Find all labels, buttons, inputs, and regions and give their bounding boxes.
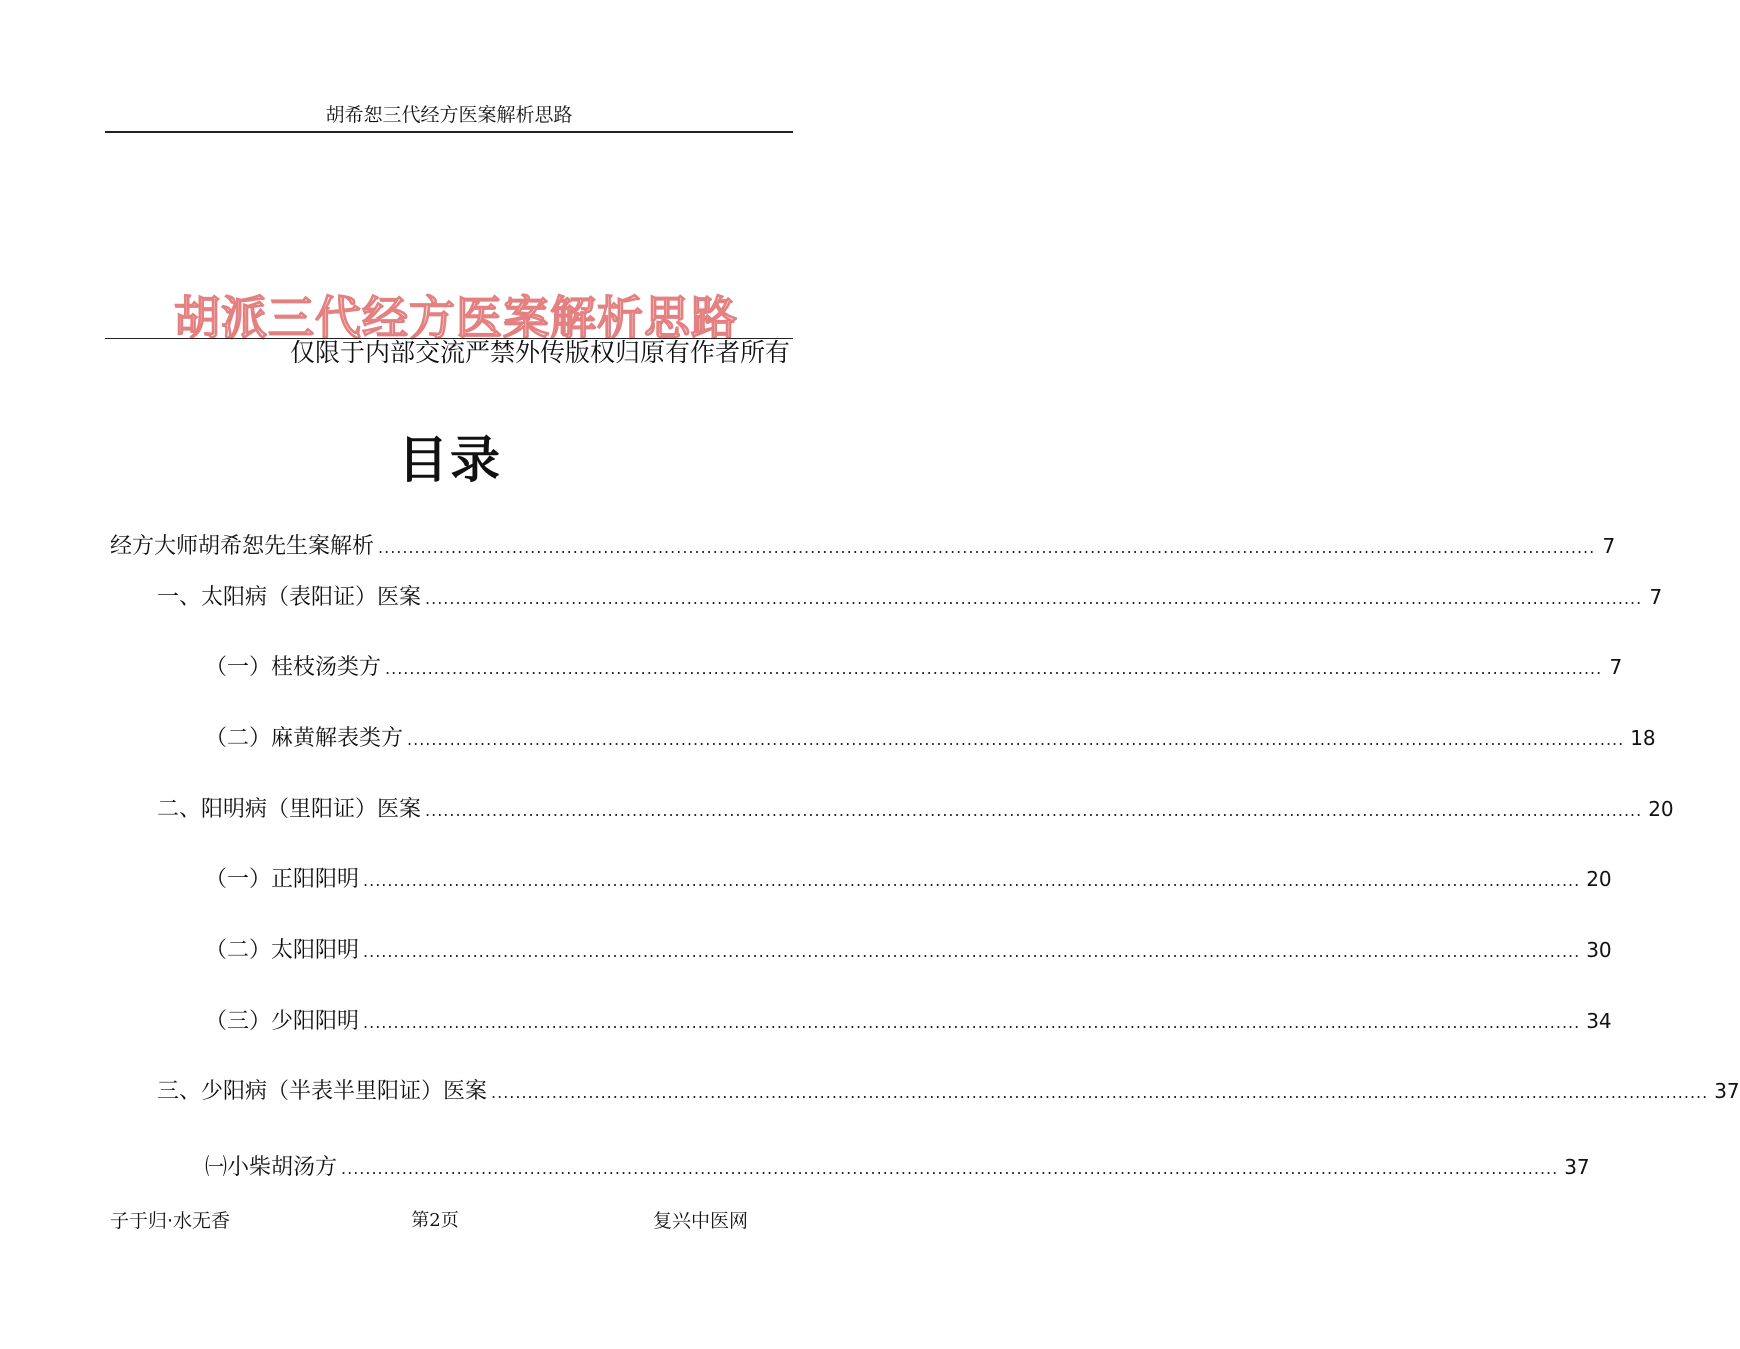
toc-entry-page: 34 — [1586, 1009, 1612, 1033]
toc-leader-dots: ........................................................................................................................................................................................................ — [363, 1013, 1581, 1032]
toc-entry-label: 三、少阳病（半表半里阳证）医案 — [157, 1079, 488, 1104]
running-header: 胡希恕三代经方医案解析思路 — [325, 104, 573, 126]
toc-entry-page: 20 — [1586, 867, 1612, 891]
toc-entry-page: 37 — [1714, 1079, 1740, 1103]
toc-entry-page: 20 — [1648, 797, 1674, 821]
toc-entry[interactable] — [157, 792, 1674, 823]
toc-entry-label: 二、阳明病（里阳证）医案 — [157, 797, 422, 822]
toc-entry[interactable] — [205, 933, 1612, 964]
toc-entry-label: 一、太阳病（表阳证）医案 — [157, 585, 422, 610]
toc-leader-dots: ........................................................................................................................................................................................................ — [425, 801, 1643, 820]
toc-entry-page: 7 — [1609, 655, 1623, 679]
toc-entry-label: ㈠小柴胡汤方 — [205, 1155, 338, 1180]
toc-entry-page: 7 — [1602, 534, 1616, 558]
toc-entry[interactable] — [157, 1074, 1740, 1105]
toc-entry[interactable] — [205, 862, 1612, 893]
toc-entry[interactable] — [205, 1150, 1590, 1181]
toc-entry-label: （二）麻黄解表类方 — [205, 726, 404, 751]
toc-entry[interactable] — [157, 580, 1663, 611]
toc-entry[interactable] — [205, 721, 1656, 752]
header-rule — [105, 131, 793, 133]
copyright-notice: 仅限于内部交流严禁外传版权归原有作者所有 — [289, 338, 790, 367]
toc-leader-dots: ........................................................................................................................................................................................................ — [378, 538, 1596, 557]
toc-entry-label: （二）太阳阳明 — [205, 938, 360, 963]
toc-leader-dots: ........................................................................................................................................................................................................ — [385, 659, 1603, 678]
toc-title: 目录 — [398, 431, 502, 489]
footer-author: 子于归·水无香 — [110, 1210, 231, 1232]
toc-leader-dots: ........................................................................................................................................................................................................ — [491, 1083, 1709, 1102]
watermark-text: 胡派三代经方医案解析思路 — [174, 291, 738, 345]
footer-site-name: 复兴中医网 — [653, 1210, 749, 1232]
toc-leader-dots: ........................................................................................................................................................................................................ — [341, 1159, 1559, 1178]
toc-entry[interactable] — [205, 1004, 1612, 1035]
toc-entry-page: 37 — [1564, 1155, 1590, 1179]
toc-entry-page: 30 — [1586, 938, 1612, 962]
toc-entry[interactable] — [205, 650, 1623, 681]
footer-page-number: 第2页 — [411, 1210, 459, 1231]
toc-leader-dots: ........................................................................................................................................................................................................ — [425, 589, 1643, 608]
toc-leader-dots: ........................................................................................................................................................................................................ — [363, 942, 1581, 961]
toc-entry-page: 7 — [1649, 585, 1663, 609]
toc-entry-label: 经方大师胡希恕先生案解析 — [110, 534, 375, 559]
toc-entry-label: （一）正阳阳明 — [205, 867, 360, 892]
toc-entry-label: （三）少阳阳明 — [205, 1009, 360, 1034]
toc-entry-page: 18 — [1630, 726, 1656, 750]
toc-leader-dots: ........................................................................................................................................................................................................ — [407, 730, 1625, 749]
toc-leader-dots: ........................................................................................................................................................................................................ — [363, 871, 1581, 890]
toc-entry-label: （一）桂枝汤类方 — [205, 655, 382, 680]
toc-entry[interactable] — [110, 529, 1616, 560]
